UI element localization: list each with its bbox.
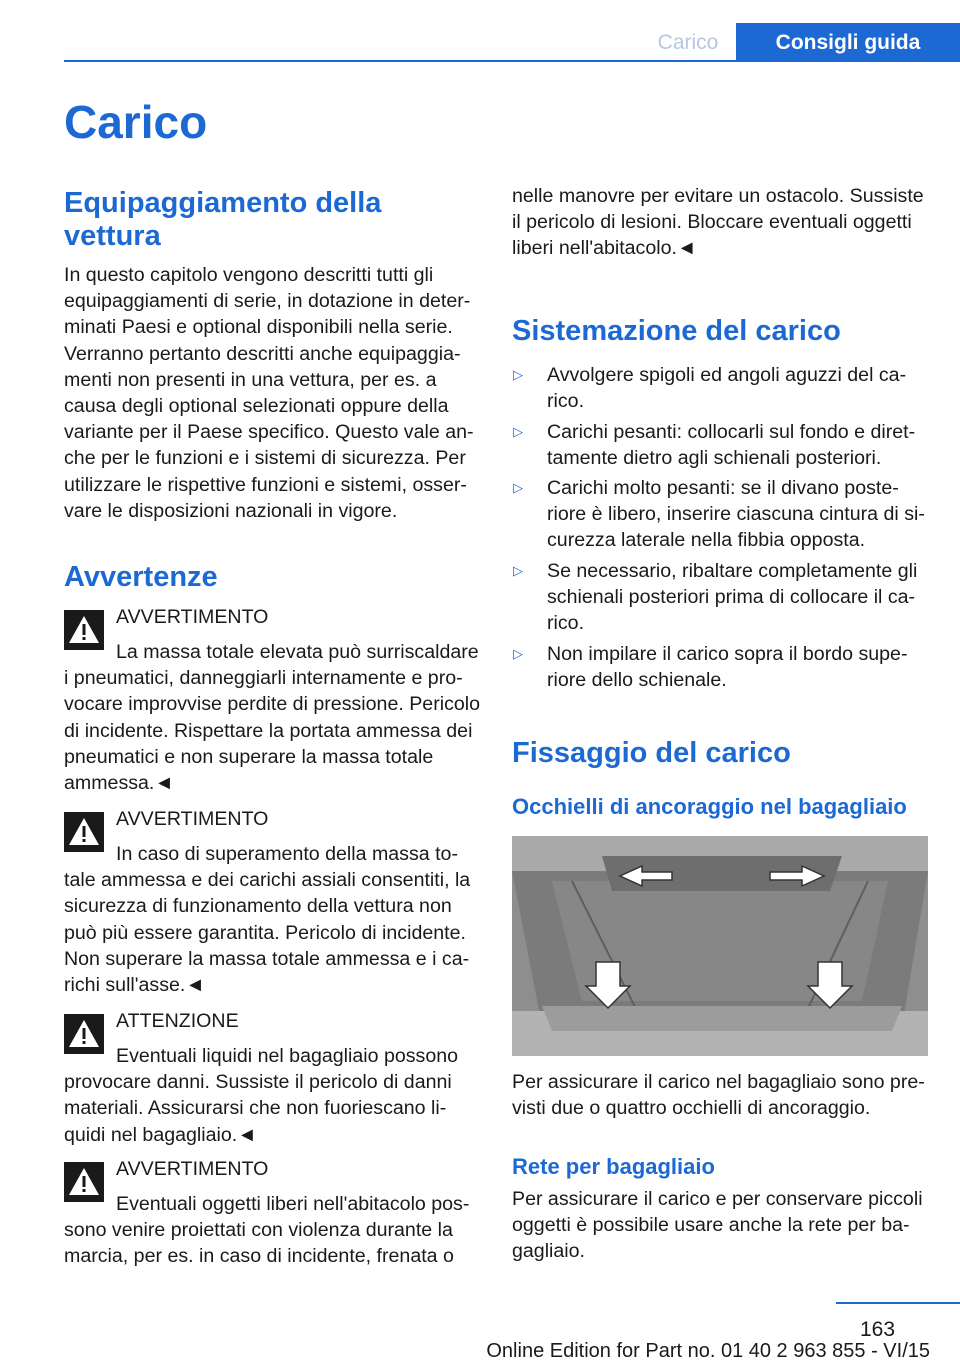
list-item: ▷ Carichi molto pesanti: se il divano posteriore è libero, inserire ciascuna cintura di sicurezza laterale nella fibbia opposta.: [512, 475, 928, 554]
lashing-paragraph: Per assicurare il carico nel bagagliaio sono previsti due o quattro occhielli di ancoraggio.: [512, 1071, 925, 1120]
warning-text: La massa totale elevata può surriscaldare i pneumatici, danneggiarli internamente e provocare improvvise perdite di pressione. Pericolo di incidente. Rispettare la portata ammessa dei pneumatici e non superare la massa totale ammessa.◄: [64, 641, 481, 795]
warning-title: AVVERTIMENTO: [116, 808, 269, 830]
list-item: ▷ Avvolgere spigoli ed angoli aguzzi del carico.: [512, 362, 928, 414]
lashing-heading: Occhielli di ancoraggio nel bagagliaio: [512, 794, 907, 819]
page-title: Carico: [64, 96, 208, 148]
bullet-triangle-icon: ▷: [513, 480, 523, 495]
securing-heading: Fissaggio del carico: [512, 737, 791, 769]
header-rule: [64, 60, 960, 62]
bullet-triangle-icon: ▷: [513, 646, 523, 661]
equip-paragraph: In questo capitolo vengono descritti tutti gli equipaggiamenti di serie, in dotazione in determinati Paesi e optional disponibili nella serie. Verranno pertanto descritti anche equipaggiamenti non presenti in una vettura, per es. a causa degli optional selezionati oppure della variante per il Paese specifico. Questo vale anche per le funzioni e i sistemi di sicurezza. Per utilizzare le rispettive funzioni e sistemi, osservare le disposizioni nazionali in vigore.: [64, 264, 474, 522]
bullet-triangle-icon: ▷: [513, 563, 523, 578]
trunk-lashing-eyes-image: [512, 836, 928, 1056]
stowing-heading: Sistemazione del carico: [512, 315, 841, 347]
warning-title: AVVERTIMENTO: [116, 1158, 269, 1180]
bullet-triangle-icon: ▷: [513, 367, 523, 382]
list-item: ▷ Non impilare il carico sopra il bordo superiore dello schienale.: [512, 641, 928, 693]
edition-footer: Online Edition for Part no. 01 40 2 963 855 - VI/15: [486, 1340, 930, 1362]
net-paragraph: Per assicurare il carico e per conservare piccoli oggetti è possibile usare anche la rete per bagagliaio.: [512, 1188, 923, 1263]
page-number: 163: [860, 1318, 896, 1341]
list-item: ▷ Carichi pesanti: collocarli sul fondo e direttamente dietro agli schienali posteriori.: [512, 419, 928, 471]
warning-text: Eventuali liquidi nel bagagliaio possono provocare danni. Sussiste il pericolo di danni materiali. Assicurarsi che non fuoriescano liquidi nel bagagliaio.◄: [64, 1045, 459, 1146]
chapter-tab: Consigli guida: [736, 23, 960, 62]
warning-title: ATTENZIONE: [116, 1010, 239, 1032]
section-tab: Carico: [657, 30, 719, 54]
list-item: ▷ Se necessario, ribaltare completamente gli schienali posteriori prima di collocare il carico.: [512, 558, 928, 637]
warning-text: In caso di superamento della massa totale ammessa e dei carichi assiali consentiti, la sicurezza di funzionamento della vettura non può più essere garantita. Pericolo di incidente. Non superare la massa totale ammessa e i carichi sull'asse.◄: [64, 843, 471, 997]
continued-paragraph: nelle manovre per evitare un ostacolo. Sussiste il pericolo di lesioni. Bloccare eventuali oggetti liberi nell'abitacolo.◄: [512, 185, 924, 260]
warning-title: AVVERTIMENTO: [116, 606, 269, 628]
net-heading: Rete per bagagliaio: [512, 1154, 715, 1179]
equip-heading: Equipaggiamento della vettura: [64, 187, 382, 252]
footer-rule: [836, 1302, 960, 1304]
warning-text: Eventuali oggetti liberi nell'abitacolo possono venire proiettati con violenza durante la marcia, per es. in caso di incidente, frenata o: [64, 1193, 470, 1268]
bullet-triangle-icon: ▷: [513, 424, 523, 439]
header-tabs: [640, 23, 960, 62]
warnings-heading: Avvertenze: [64, 561, 218, 593]
